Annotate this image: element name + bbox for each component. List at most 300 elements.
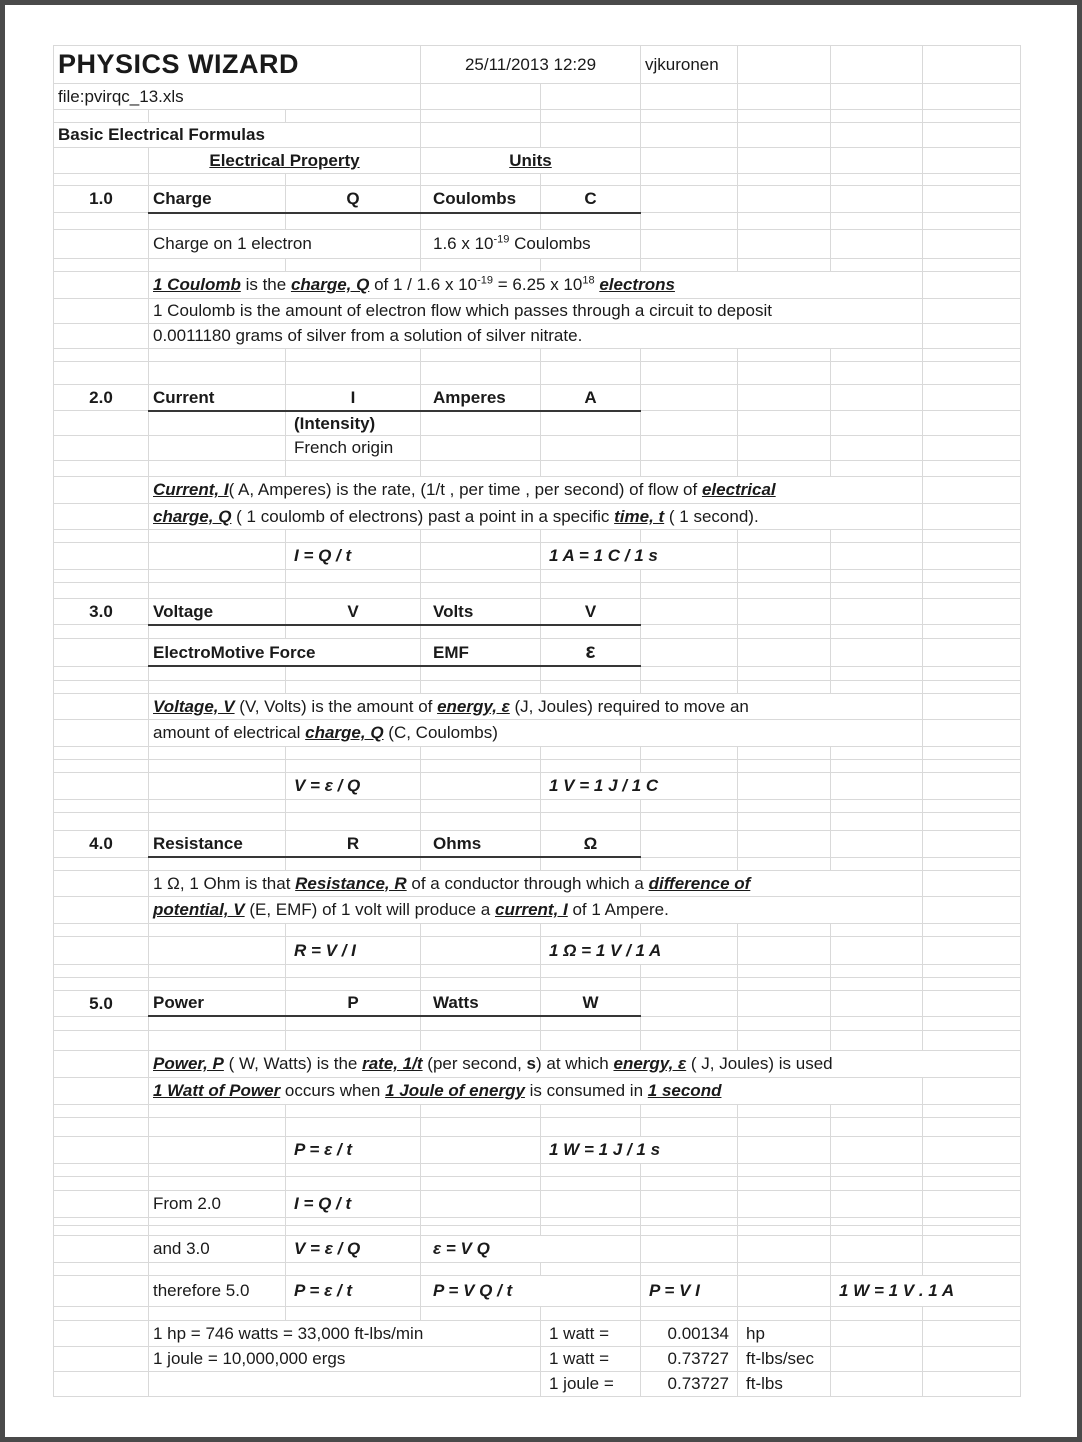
grid-cell [149,1262,286,1275]
grid-cell [641,84,738,110]
grid-cell [831,148,923,174]
cell-conv3-left [149,1371,541,1396]
grid-cell [923,84,1021,110]
grid-cell [541,812,641,830]
grid-cell [831,1217,923,1225]
emf-row [54,639,1021,667]
grid-cell [923,870,1021,896]
grid-cell [54,477,149,504]
grid-cell [738,666,831,680]
text-segment: = 6.25 x 10 [493,275,583,295]
grid-cell [541,746,641,759]
grid-cell [831,666,923,680]
grid-cell [421,1104,541,1117]
text-segment: charge, Q [290,275,370,295]
cell-power-unit-symbol: W [541,990,641,1016]
cell-therefore-formula4: 1 W = 1 V . 1 A [831,1275,1021,1306]
grid-cell [286,349,421,362]
grid-cell [421,570,541,583]
text-segment: potential, V [153,900,245,920]
grid-cell [641,799,738,812]
grid-cell [831,186,923,213]
grid-cell [54,349,149,362]
grid-cell [923,964,1021,977]
cell-charge-name: Charge [149,186,286,213]
cell-current-unit-name: Amperes [421,385,541,411]
cell-current-def2 [149,504,923,530]
grid-cell [738,436,831,461]
derivation-and-row [54,1235,1021,1262]
text-segment: ( 1 coulomb of electrons) past a point in a specific [231,506,615,526]
grid-cell [923,1217,1021,1225]
grid-cell [738,1136,831,1163]
grid-cell [923,693,1021,719]
grid-cell [541,362,641,385]
grid-row [54,759,1021,772]
grid-cell [738,1176,831,1190]
grid-cell [421,213,541,230]
grid-cell [149,1136,286,1163]
cell-conv1-value: 0.00134 [641,1320,738,1346]
grid-row [54,923,1021,936]
grid-cell [54,719,149,746]
text-segment: (E, EMF) of 1 volt will produce a [244,900,495,920]
grid-cell [641,1030,738,1050]
grid-cell [149,213,286,230]
grid-cell [831,349,923,362]
grid-row [54,812,1021,830]
grid-cell [541,213,641,230]
grid-cell [54,530,149,543]
cell-charge-number: 1.0 [54,186,149,213]
text-segment: time, t [614,506,665,526]
grid-cell [738,230,831,259]
grid-cell [286,174,421,186]
grid-cell [421,857,541,870]
grid-cell [641,990,738,1016]
grid-cell [831,1262,923,1275]
grid-cell [641,1235,738,1262]
grid-cell [923,349,1021,362]
grid-cell [149,1306,286,1320]
cell-filename: file:pvirqc_13.xls [54,84,421,110]
cell-conv1-left: 1 hp = 746 watts = 33,000 ft-lbs/min [149,1320,541,1346]
grid-cell [541,1225,641,1235]
grid-cell [54,759,149,772]
grid-cell [54,896,149,923]
cell-voltage-number: 3.0 [54,599,149,625]
grid-cell [286,1016,421,1030]
text-segment: electrons [599,275,675,295]
grid-cell [641,110,738,123]
grid-cell [923,599,1021,625]
grid-cell [738,799,831,812]
grid-cell [641,680,738,693]
grid-cell [831,1235,923,1262]
grid-cell [923,259,1021,272]
grid-cell [54,1136,149,1163]
grid-cell [923,719,1021,746]
grid-cell [286,1262,421,1275]
cell-resistance-def1 [149,870,923,896]
grid-cell [831,46,923,84]
grid-cell [54,110,149,123]
grid-cell [149,570,286,583]
grid-cell [738,1275,831,1306]
cell-resistance-formula: R = V / I [286,936,421,964]
grid-cell [54,174,149,186]
grid-cell [831,977,923,990]
cell-conv2-value: 0.73727 [641,1346,738,1371]
grid-cell [738,84,831,110]
text-segment: Current, I [153,480,229,500]
grid-cell [149,259,286,272]
grid-cell [923,896,1021,923]
grid-cell [286,923,421,936]
grid-cell [923,477,1021,504]
grid-cell [641,385,738,411]
grid-cell [923,504,1021,530]
text-segment: 1 Watt of Power [153,1081,281,1101]
grid-cell [286,461,421,477]
grid-cell [923,186,1021,213]
grid-cell [421,1262,541,1275]
resistance-def-row-1 [54,870,1021,896]
grid-cell [831,84,923,110]
grid-cell [149,1030,286,1050]
text-segment: (per second, [422,1054,527,1074]
grid-cell [541,923,641,936]
voltage-def-row-1 [54,693,1021,719]
grid-cell [541,349,641,362]
grid-cell [421,123,541,148]
cell-power-def2 [149,1077,923,1104]
cell-from-formula: I = Q / t [286,1190,421,1217]
grid-cell [286,583,421,599]
text-segment: energy, ε [613,1054,687,1074]
grid-row [54,857,1021,870]
grid-cell [286,759,421,772]
cell-voltage-def1 [149,693,923,719]
cell-current-unit-symbol: A [541,385,641,411]
grid-row [54,625,1021,639]
grid-cell [286,1176,421,1190]
grid-cell [923,1225,1021,1235]
grid-cell [149,746,286,759]
voltage-def-row-2 [54,719,1021,746]
grid-cell [541,123,641,148]
grid-cell [541,680,641,693]
section-row-resistance [54,830,1021,857]
grid-cell [738,530,831,543]
column-header-row [54,148,1021,174]
grid-cell [149,349,286,362]
grid-cell [738,46,831,84]
grid-cell [831,213,923,230]
grid-cell [149,1225,286,1235]
grid-structure [54,46,1021,1397]
grid-cell [541,436,641,461]
grid-cell [738,936,831,964]
cell-electron-value [421,230,641,259]
grid-cell [831,385,923,411]
grid-row [54,1030,1021,1050]
grid-cell [641,1217,738,1225]
grid-cell [54,693,149,719]
grid-cell [541,666,641,680]
grid-cell [923,1306,1021,1320]
grid-cell [641,1306,738,1320]
grid-cell [738,923,831,936]
grid-cell [149,759,286,772]
grid-cell [421,772,541,799]
grid-cell [738,990,831,1016]
grid-cell [641,625,738,639]
grid-cell [831,436,923,461]
text-segment: ( W, Watts) is the [223,1054,363,1074]
text-segment: electrical [701,480,776,500]
grid-cell [831,174,923,186]
grid-cell [149,812,286,830]
grid-cell [421,977,541,990]
grid-cell [149,543,286,570]
cell-current-def1 [149,477,923,504]
grid-cell [641,1117,738,1136]
power-def-row-2 [54,1077,1021,1104]
grid-cell [421,461,541,477]
grid-cell [421,259,541,272]
grid-cell [831,1346,923,1371]
grid-cell [149,583,286,599]
grid-cell [54,799,149,812]
grid-cell [421,436,541,461]
grid-row [54,1176,1021,1190]
grid-cell [54,1163,149,1176]
grid-cell [831,1016,923,1030]
grid-cell [421,174,541,186]
grid-cell [738,349,831,362]
text-segment: energy, ε [437,696,510,716]
grid-cell [641,148,738,174]
grid-cell [421,1176,541,1190]
cell-current-intensity: (Intensity) [286,411,421,436]
grid-cell [54,870,149,896]
grid-cell [54,1320,149,1346]
grid-cell [54,639,149,667]
grid-cell [54,583,149,599]
grid-cell [54,570,149,583]
grid-cell [738,1217,831,1225]
cell-therefore-formula1: P = ε / t [286,1275,421,1306]
grid-cell [923,1262,1021,1275]
grid-cell [641,1262,738,1275]
cell-voltage-unit-name: Volts [421,599,541,625]
grid-row [54,1225,1021,1235]
grid-cell [149,977,286,990]
grid-cell [831,923,923,936]
text-segment: is consumed in [524,1081,648,1101]
grid-cell [149,436,286,461]
grid-cell [541,583,641,599]
grid-cell [54,1371,149,1396]
grid-cell [831,1030,923,1050]
cell-power-name: Power [149,990,286,1016]
cell-conv3-unit: ft-lbs [738,1371,831,1396]
grid-cell [541,1117,641,1136]
grid-cell [149,110,286,123]
text-segment: -19 [477,274,494,287]
text-segment: ( J, Joules) is used [686,1054,833,1074]
grid-cell [286,666,421,680]
grid-cell [831,1117,923,1136]
grid-cell [149,936,286,964]
cell-header-units: Units [421,148,641,174]
grid-cell [923,977,1021,990]
formula-grid [53,45,1021,1397]
grid-cell [923,1104,1021,1117]
grid-cell [541,570,641,583]
grid-cell [149,680,286,693]
grid-cell [831,1136,923,1163]
grid-cell [641,461,738,477]
derivation-therefore-row [54,1275,1021,1306]
grid-cell [286,362,421,385]
text-segment: difference of [648,873,751,893]
grid-cell [541,759,641,772]
grid-cell [54,411,149,436]
grid-cell [421,362,541,385]
cell-resistance-symbol: R [286,830,421,857]
grid-cell [421,1225,541,1235]
cell-voltage-formula: V = ε / Q [286,772,421,799]
grid-row [54,583,1021,599]
grid-cell [149,1117,286,1136]
text-segment: Voltage, V [153,696,235,716]
grid-cell [923,1163,1021,1176]
text-segment: 1 Coulomb [153,275,241,295]
text-segment: ) at which [536,1054,614,1074]
cell-therefore-formula2: P = V Q / t [421,1275,641,1306]
cell-power-formula: P = ε / t [286,1136,421,1163]
grid-cell [541,857,641,870]
grid-cell [286,977,421,990]
grid-cell [54,1217,149,1225]
grid-cell [54,504,149,530]
grid-cell [54,543,149,570]
text-segment: of a conductor through which a [406,873,649,893]
grid-cell [421,799,541,812]
grid-cell [738,680,831,693]
text-segment: 1.6 x 10 [433,234,494,254]
grid-cell [541,411,641,436]
grid-cell [149,1163,286,1176]
grid-cell [541,1176,641,1190]
grid-cell [641,186,738,213]
grid-row [54,1262,1021,1275]
grid-cell [738,812,831,830]
cell-emf-abbr: EMF [421,639,541,667]
grid-cell [421,1217,541,1225]
grid-row [54,1217,1021,1225]
cell-voltage-name: Voltage [149,599,286,625]
text-segment: Resistance, R [295,873,407,893]
grid-row [54,680,1021,693]
grid-cell [923,461,1021,477]
grid-cell [149,857,286,870]
grid-cell [831,530,923,543]
grid-cell [541,110,641,123]
grid-cell [923,1117,1021,1136]
grid-cell [286,964,421,977]
grid-cell [54,936,149,964]
grid-cell [923,299,1021,324]
grid-cell [923,799,1021,812]
grid-cell [831,1225,923,1235]
grid-cell [738,1190,831,1217]
grid-cell [831,639,923,667]
grid-cell [923,923,1021,936]
text-segment: of 1 Ampere. [567,900,669,920]
grid-cell [923,385,1021,411]
grid-cell [54,666,149,680]
grid-cell [923,583,1021,599]
grid-cell [286,857,421,870]
grid-cell [541,625,641,639]
grid-cell [738,639,831,667]
text-segment: rate, 1/t [362,1054,423,1074]
grid-cell [923,990,1021,1016]
grid-cell [738,772,831,799]
grid-cell [541,1030,641,1050]
grid-cell [923,1235,1021,1262]
grid-cell [421,411,541,436]
section-row-voltage [54,599,1021,625]
grid-row [54,1163,1021,1176]
grid-cell [421,84,541,110]
grid-cell [738,148,831,174]
cell-electron-label: Charge on 1 electron [149,230,421,259]
grid-cell [641,964,738,977]
text-segment: 1 Ω, 1 Ohm is that [153,873,296,893]
grid-cell [54,1050,149,1077]
grid-cell [923,936,1021,964]
grid-cell [738,123,831,148]
grid-cell [54,272,149,299]
grid-cell [541,1190,641,1217]
grid-row [54,461,1021,477]
cell-voltage-symbol: V [286,599,421,625]
grid-row [54,964,1021,977]
grid-cell [923,46,1021,84]
grid-cell [54,1235,149,1262]
grid-cell [831,259,923,272]
grid-cell [54,436,149,461]
cell-charge-unit-name: Coulombs [421,186,541,213]
grid-cell [541,1217,641,1225]
grid-row [54,174,1021,186]
grid-cell [738,583,831,599]
grid-cell [738,1262,831,1275]
grid-cell [54,1262,149,1275]
cell-resistance-unit-symbol: Ω [541,830,641,857]
grid-cell [738,857,831,870]
grid-cell [149,666,286,680]
grid-row [54,977,1021,990]
grid-cell [738,759,831,772]
grid-cell [738,599,831,625]
grid-cell [738,746,831,759]
cell-charge-def1 [149,272,923,299]
